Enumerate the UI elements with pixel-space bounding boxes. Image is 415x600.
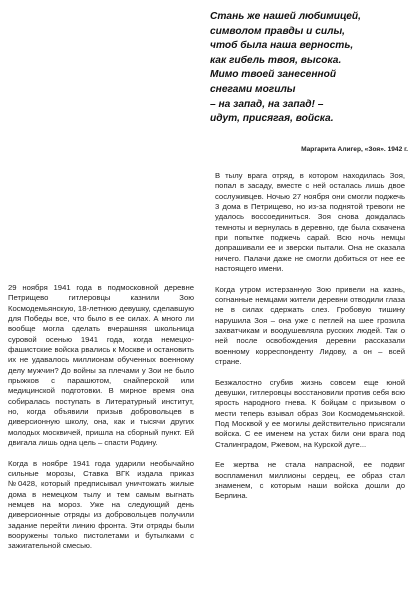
epigraph-attribution: Маргарита Алигер, «Зоя». 1942 г. xyxy=(301,146,408,153)
right-text-column xyxy=(215,171,405,512)
paragraph: 29 ноября 1941 года в подмосковной деревне Петрищево гитлеровцы казнили Зою Космодемьянскую, 18-летнюю девушку, сделавшую для Победы все, что было в ее силах. А много ли вообще могла сделать вчерашняя школьница суровой осенью 1941 года, когда немецко-фашистские войска рвались к Москве и остановить их не удавалось миллионам обученных военному делу мужчин? До войны за плечами у Зои не было прыжков с парашютом, снайперской или медицинской подготовки. В мирное время она собиралась поступать в Литературный институт, но, когда объявили призыв добровольцев в диверсионную школу, она, как и тысячи других молодых москвичей, пришла на сборный пункт. Ей двигала лишь одна цель – спасти Родину. xyxy=(8,283,194,448)
epigraph-line: чтоб была наша верность, xyxy=(210,40,354,52)
paragraph: Безжалостно сгубив жизнь совсем еще юной девушки, гитлеровцы восстановили против себя всю ярость народного гнева. К бойцам с призывом о мести теперь взывал образ Зои Космодемьянской. Под Москвой у ее могилы действительно присягали войска. С ее именем на устах били они врага под Сталинградом, Ржевом, на Курской дуге... xyxy=(215,377,405,449)
epigraph-line: Мимо твоей занесенной xyxy=(210,69,337,81)
epigraph-line: – на запад, на запад! – xyxy=(210,98,324,110)
paragraph: Когда в ноябре 1941 года ударили необычайно сильные морозы, Ставка ВГК издала приказ №0428, который предписывал уничтожать жилые дома в немецком тылу и тем самым выгнать немцев на мороз. Уже на следующий день диверсионные отряды из добровольцев получили задание перейти линию фронта. Эти отряды были вооружены только пистолетами и бутылками с зажигательной смесью. xyxy=(8,458,194,551)
paragraph: В тылу врага отряд, в котором находилась Зоя, попал в засаду, вместе с ней осталась лишь двое сослуживцев. Ночью 27 ноября они смогли поджечь 3 дома в Петрищево, но из-за поднятой тревоги не удалось воссоединиться. Зоя снова дождалась темноты и вернулась в деревню, где была схвачена при попытке поджечь сарай. Всю ночь немцы допрашивали ее и зверски пытали. Она не сказала ничего. Палачи даже не смогли добиться от нее ее настоящего имени. xyxy=(215,171,405,274)
epigraph-line: как гибель твоя, высока. xyxy=(210,54,342,66)
epigraph-poem xyxy=(210,10,408,127)
epigraph-line: идут, присягая, войска. xyxy=(210,113,334,125)
paragraph: Ее жертва не стала напрасной, ее подвиг воспламенил миллионы сердец, ее образ стал знаменем, с которым наши войска дошли до Берлина. xyxy=(215,460,405,501)
epigraph-line: символом правды и силы, xyxy=(210,25,345,37)
left-text-column xyxy=(8,283,194,562)
paragraph: Когда утром истерзанную Зою привели на казнь, согнанные немцами жители деревни отводили глаза не в силах сдержать слез. Гробовую тишину нарушила Зоя – она уже с петлей на шее грозила захватчикам и воодушевляла русских людей. Так о ней после освобождения деревни рассказали военному корреспонденту Лидову, а он – всей стране. xyxy=(215,284,405,367)
epigraph-line: снегами могилы xyxy=(210,83,296,95)
epigraph-line: Стань же нашей любимицей, xyxy=(210,11,361,22)
